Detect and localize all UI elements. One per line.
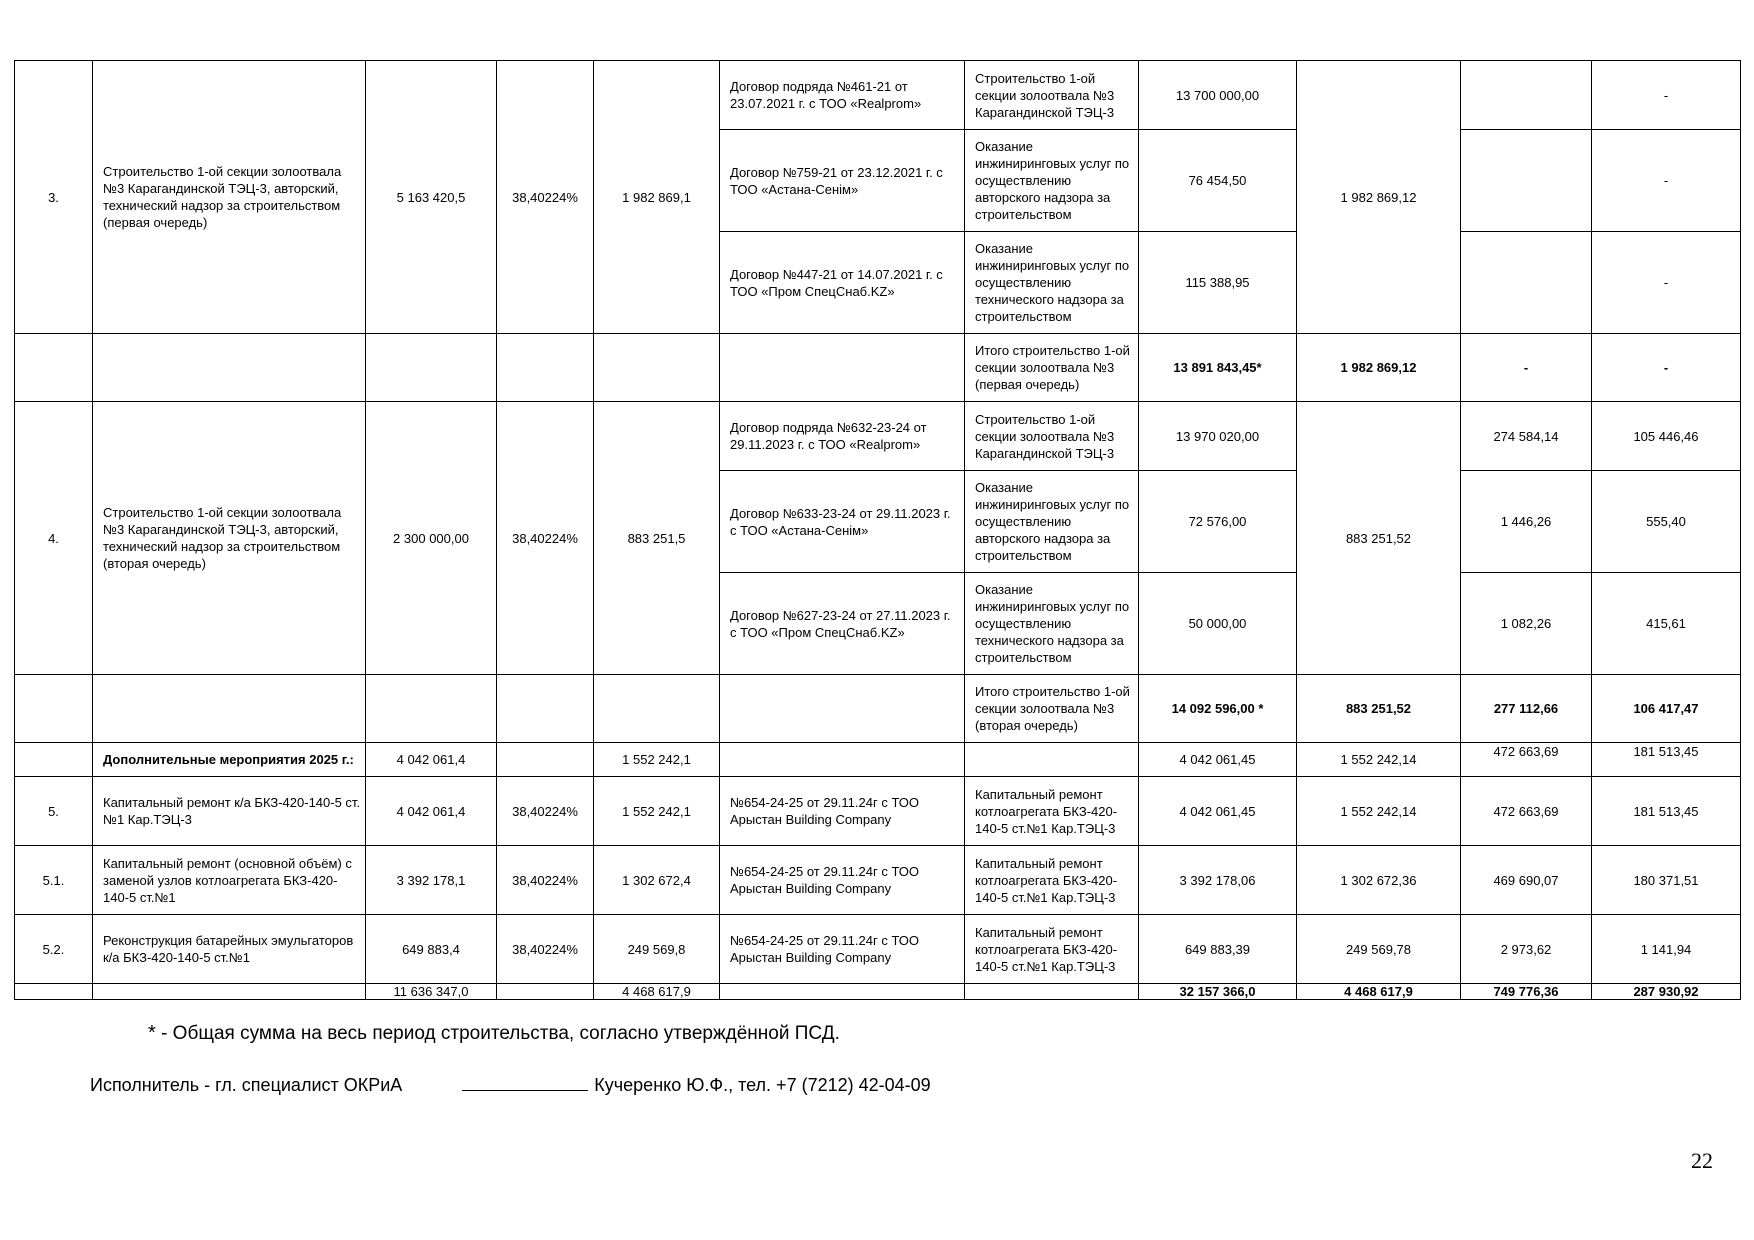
- executor-role: Исполнитель - гл. специалист ОКРиА: [90, 1075, 403, 1095]
- section-paid: 1 552 242,14: [1297, 743, 1461, 777]
- grand-paid: 4 468 617,9: [1297, 984, 1461, 1000]
- amount-cell: 72 576,00: [1139, 471, 1297, 573]
- amount-cell: 13 970 020,00: [1139, 402, 1297, 471]
- subtotal-col9: -: [1461, 334, 1592, 402]
- footnote-marker: *: [148, 1022, 156, 1044]
- share-sum: 1 302 672,4: [594, 846, 720, 915]
- contract-cell: Договор подряда №632-23-24 от 29.11.2023 г. с ТОО «Realprom»: [720, 402, 965, 471]
- project-total: 2 300 000,00: [366, 402, 497, 675]
- contract-cell: Договор подряда №461-21 от 23.07.2021 г. с ТОО «Realprom»: [720, 61, 965, 130]
- grand-col9: 749 776,36: [1461, 984, 1592, 1000]
- grand-col10: 287 930,92: [1592, 984, 1741, 1000]
- share-sum: 1 982 869,1: [594, 61, 720, 334]
- subject-cell: Строительство 1-ой секции золоотвала №3 Карагандинской ТЭЦ-3: [965, 402, 1139, 471]
- signature-line: [462, 1072, 588, 1091]
- row-number: 5.1.: [15, 846, 93, 915]
- subject-cell: Оказание инжиниринговых услуг по осуществлению авторского надзора за строительством: [965, 130, 1139, 232]
- row-number: 3.: [15, 61, 93, 334]
- col9-cell: [1461, 61, 1592, 130]
- table-row: [15, 402, 1741, 471]
- project-total: 3 392 178,1: [366, 846, 497, 915]
- share-percent: 38,40224%: [497, 61, 594, 334]
- col10-cell: -: [1592, 130, 1741, 232]
- table-row: [15, 846, 1741, 915]
- col10-cell: 1 141,94: [1592, 915, 1741, 984]
- col9-cell: 1 446,26: [1461, 471, 1592, 573]
- contract-cell: Договор №447-21 от 14.07.2021 г. с ТОО «Пром СпецСнаб.KZ»: [720, 232, 965, 334]
- project-name: Строительство 1-ой секции золоотвала №3 Карагандинской ТЭЦ-3, авторский, технический надзор за строительством (первая очередь): [93, 61, 366, 334]
- subtotal-amount: 14 092 596,00 *: [1139, 675, 1297, 743]
- amount-cell: 76 454,50: [1139, 130, 1297, 232]
- subtotal-col10: 106 417,47: [1592, 675, 1741, 743]
- table-row: [15, 915, 1741, 984]
- subject-cell: Капитальный ремонт котлоагрегата БКЗ-420-140-5 ст.№1 Кар.ТЭЦ-3: [965, 915, 1139, 984]
- grand-total-row: [15, 984, 1741, 1000]
- col10-cell: 105 446,46: [1592, 402, 1741, 471]
- subject-cell: Оказание инжиниринговых услуг по осуществлению авторского надзора за строительством: [965, 471, 1139, 573]
- project-name: Капитальный ремонт к/а БКЗ-420-140-5 ст.№1 Кар.ТЭЦ-3: [93, 777, 366, 846]
- section-col10: 181 513,45: [1592, 743, 1741, 777]
- amount-cell: 50 000,00: [1139, 573, 1297, 675]
- table-row: [15, 61, 1741, 130]
- col9-cell: 2 973,62: [1461, 915, 1592, 984]
- section-amount: 4 042 061,45: [1139, 743, 1297, 777]
- subtotal-col9: 277 112,66: [1461, 675, 1592, 743]
- contract-cell: Договор №627-23-24 от 27.11.2023 г. с ТОО «Пром СпецСнаб.KZ»: [720, 573, 965, 675]
- grand-share-sum: 4 468 617,9: [594, 984, 720, 1000]
- col10-cell: 555,40: [1592, 471, 1741, 573]
- paid-cell: 1 982 869,12: [1297, 61, 1461, 334]
- col10-cell: 181 513,45: [1592, 777, 1741, 846]
- share-percent: 38,40224%: [497, 915, 594, 984]
- share-sum: 249 569,8: [594, 915, 720, 984]
- contract-cell: №654-24-25 от 29.11.24г с ТОО Арыстан Building Company: [720, 915, 965, 984]
- paid-cell: 249 569,78: [1297, 915, 1461, 984]
- contract-cell: Договор №759-21 от 23.12.2021 г. с ТОО «Астана-Сенім»: [720, 130, 965, 232]
- page-number: 22: [1691, 1148, 1713, 1173]
- amount-cell: 115 388,95: [1139, 232, 1297, 334]
- share-percent: 38,40224%: [497, 402, 594, 675]
- col9-cell: 469 690,07: [1461, 846, 1592, 915]
- share-percent: 38,40224%: [497, 846, 594, 915]
- grand-amount: 32 157 366,0: [1139, 984, 1297, 1000]
- subtotal-paid: 883 251,52: [1297, 675, 1461, 743]
- col10-cell: 180 371,51: [1592, 846, 1741, 915]
- subject-cell: Оказание инжиниринговых услуг по осуществлению технического надзора за строительством: [965, 573, 1139, 675]
- subtotal-label: Итого строительство 1-ой секции золоотвала №3 (вторая очередь): [965, 675, 1139, 743]
- section-total: 4 042 061,4: [366, 743, 497, 777]
- amount-cell: 4 042 061,45: [1139, 777, 1297, 846]
- section-label: Дополнительные мероприятия 2025 г.:: [93, 743, 366, 777]
- col9-cell: 274 584,14: [1461, 402, 1592, 471]
- executor-contact: Кучеренко Ю.Ф., тел. +7 (7212) 42-04-09: [594, 1075, 931, 1095]
- col9-cell: [1461, 130, 1592, 232]
- subtotal-amount: 13 891 843,45*: [1139, 334, 1297, 402]
- contract-cell: Договор №633-23-24 от 29.11.2023 г. с ТОО «Астана-Сенім»: [720, 471, 965, 573]
- col10-cell: 415,61: [1592, 573, 1741, 675]
- project-name: Строительство 1-ой секции золоотвала №3 Карагандинской ТЭЦ-3, авторский, технический надзор за строительством (вторая очередь): [93, 402, 366, 675]
- footnote-text: - Общая сумма на весь период строительства, согласно утверждённой ПСД.: [155, 1023, 840, 1044]
- grand-total: 11 636 347,0: [366, 984, 497, 1000]
- col9-cell: [1461, 232, 1592, 334]
- executor-line: [90, 1072, 931, 1096]
- amount-cell: 3 392 178,06: [1139, 846, 1297, 915]
- share-percent: 38,40224%: [497, 777, 594, 846]
- subtotal-label: Итого строительство 1-ой секции золоотвала №3 (первая очередь): [965, 334, 1139, 402]
- share-sum: 883 251,5: [594, 402, 720, 675]
- subtotal-row: [15, 334, 1741, 402]
- footnote: [148, 1021, 840, 1046]
- subject-cell: Капитальный ремонт котлоагрегата БКЗ-420-140-5 ст.№1 Кар.ТЭЦ-3: [965, 777, 1139, 846]
- project-name: Капитальный ремонт (основной объём) с заменой узлов котлоагрегата БКЗ-420-140-5 ст.№1: [93, 846, 366, 915]
- contract-cell: №654-24-25 от 29.11.24г с ТОО Арыстан Building Company: [720, 777, 965, 846]
- project-total: 649 883,4: [366, 915, 497, 984]
- amount-cell: 649 883,39: [1139, 915, 1297, 984]
- subtotal-paid: 1 982 869,12: [1297, 334, 1461, 402]
- project-total: 5 163 420,5: [366, 61, 497, 334]
- table-row: [15, 777, 1741, 846]
- subject-cell: Оказание инжиниринговых услуг по осуществлению технического надзора за строительством: [965, 232, 1139, 334]
- col10-cell: -: [1592, 232, 1741, 334]
- col9-cell: 1 082,26: [1461, 573, 1592, 675]
- paid-cell: 1 302 672,36: [1297, 846, 1461, 915]
- row-number: 5.2.: [15, 915, 93, 984]
- project-total: 4 042 061,4: [366, 777, 497, 846]
- subtotal-row: [15, 675, 1741, 743]
- row-number: 4.: [15, 402, 93, 675]
- amount-cell: 13 700 000,00: [1139, 61, 1297, 130]
- report-table: [14, 60, 1741, 1000]
- row-number: 5.: [15, 777, 93, 846]
- paid-cell: 883 251,52: [1297, 402, 1461, 675]
- section-col9: 472 663,69: [1461, 743, 1592, 777]
- contract-cell: №654-24-25 от 29.11.24г с ТОО Арыстан Building Company: [720, 846, 965, 915]
- subject-cell: Капитальный ремонт котлоагрегата БКЗ-420-140-5 ст.№1 Кар.ТЭЦ-3: [965, 846, 1139, 915]
- col10-cell: -: [1592, 61, 1741, 130]
- share-sum: 1 552 242,1: [594, 777, 720, 846]
- section-row: [15, 743, 1741, 777]
- project-name: Реконструкция батарейных эмульгаторов к/а БКЗ-420-140-5 ст.№1: [93, 915, 366, 984]
- subject-cell: Строительство 1-ой секции золоотвала №3 Карагандинской ТЭЦ-3: [965, 61, 1139, 130]
- subtotal-col10: -: [1592, 334, 1741, 402]
- col9-cell: 472 663,69: [1461, 777, 1592, 846]
- paid-cell: 1 552 242,14: [1297, 777, 1461, 846]
- section-share-sum: 1 552 242,1: [594, 743, 720, 777]
